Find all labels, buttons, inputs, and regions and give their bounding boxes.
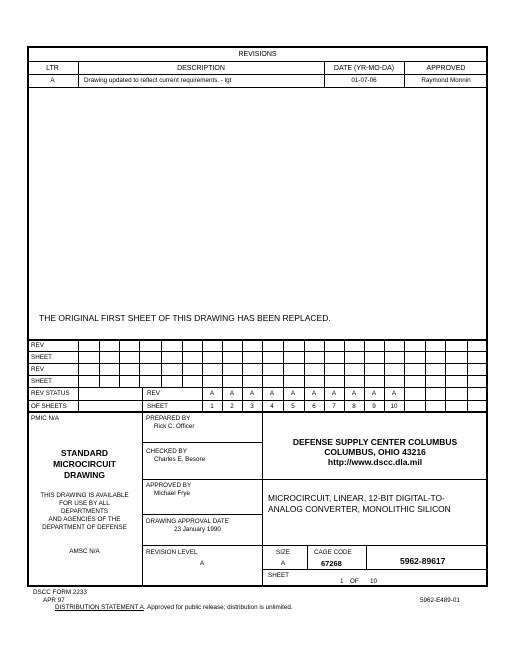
sheet-label: SHEET <box>268 572 289 579</box>
amsc-label: AMSC N/A <box>69 548 100 555</box>
approved-by-label: APPROVED BY <box>146 482 192 489</box>
cage-code-label: CAGE CODE <box>314 549 352 556</box>
standard-drawing-line: STANDARD <box>60 448 109 458</box>
availability-line: THIS DRAWING IS AVAILABLE <box>40 492 129 499</box>
availability-line: FOR USE BY ALL <box>59 500 110 507</box>
sheet-total: 10 <box>370 578 378 585</box>
checked-by-name: Charles E. Besore <box>154 456 206 463</box>
prepared-by-label: PREPARED BY <box>146 415 191 422</box>
rev-status-value: A <box>331 390 337 397</box>
form-number: DSCC FORM 2233 <box>33 589 87 596</box>
rev-status-label: REV STATUS <box>31 390 70 397</box>
prepared-by-name: Rick C. Officer <box>154 423 195 430</box>
revision-date-cell: 01-07-06 <box>351 77 377 84</box>
drawing-title-line: ANALOG CONVERTER, MONOLITHIC SILICON <box>268 504 451 514</box>
approval-date-label: DRAWING APPROVAL DATE <box>146 518 229 525</box>
standard-drawing-line: DRAWING <box>63 470 106 480</box>
distribution-text: . Approved for public release; distribution is unlimited. <box>143 604 293 611</box>
approval-date-value: 23 January 1990 <box>174 526 221 533</box>
drawing-number: 5962-89617 <box>400 556 446 566</box>
rev-status-value: A <box>249 390 255 397</box>
sheet-number-value: 2 <box>230 403 234 410</box>
sheet-row-label: SHEET <box>31 354 52 361</box>
cage-code-value: 67268 <box>321 559 342 568</box>
agency-url: http://www.dscc.dla.mil <box>327 457 423 467</box>
approved-by-name: Michael Frye <box>154 490 191 497</box>
revisions-header-description: DESCRIPTION <box>177 65 225 72</box>
status-sheet-label: SHEET <box>147 403 168 410</box>
sheet-number-value: 7 <box>332 403 336 410</box>
form-date: APR 97 <box>43 597 65 604</box>
sheet-number-value: 1 <box>210 403 214 410</box>
revision-approved-cell: Raymond Monnin <box>421 77 471 84</box>
sheet-number-value: 4 <box>270 403 274 410</box>
rev-status-value: A <box>209 390 215 397</box>
agency-name: DEFENSE SUPPLY CENTER COLUMBUS <box>292 437 458 447</box>
rev-row-label: REV <box>31 342 44 349</box>
revision-ltr-cell: A <box>50 77 55 84</box>
checked-by-label: CHECKED BY <box>146 448 187 455</box>
sheet-number-value: 9 <box>372 403 376 410</box>
revision-level-label: REVISION LEVEL <box>146 549 198 556</box>
rev-status-value: A <box>311 390 317 397</box>
sheet-number-value: 8 <box>352 403 356 410</box>
distribution-statement <box>55 605 293 611</box>
form-code: 5962-E489-01 <box>420 597 460 604</box>
rev-status-value: A <box>391 390 397 397</box>
pmic-label: PMIC N/A <box>31 415 59 422</box>
sheet-row-label: SHEET <box>31 378 52 385</box>
agency-city: COLUMBUS, OHIO 43216 <box>324 447 426 457</box>
sheet-number-value: 10 <box>390 403 398 410</box>
revisions-block <box>27 46 488 341</box>
availability-line: AND AGENCIES OF THE <box>48 516 121 523</box>
revision-description-cell: Drawing updated to reflect current requirements. - lgt <box>84 77 232 84</box>
sheet-number-value: 5 <box>291 403 295 410</box>
of-sheets-label: OF SHEETS <box>31 403 67 410</box>
sheet-number: 1 <box>340 578 344 585</box>
revisions-title: REVISIONS <box>238 51 277 58</box>
rev-status-value: A <box>269 390 275 397</box>
revision-level-value: A <box>199 560 205 567</box>
availability-line: DEPARTMENT OF DEFENSE <box>42 524 127 531</box>
availability-line: DEPARTMENTS <box>61 508 108 515</box>
rev-status-value: A <box>351 390 357 397</box>
status-rev-label: REV <box>147 390 160 397</box>
replaced-note: THE ORIGINAL FIRST SHEET OF THIS DRAWING HAS BEEN REPLACED. <box>39 313 331 323</box>
rev-status-value: A <box>371 390 377 397</box>
rev-row-label: REV <box>31 366 44 373</box>
rev-status-value: A <box>290 390 296 397</box>
rev-status-value: A <box>229 390 235 397</box>
revisions-header-ltr: LTR <box>46 65 59 72</box>
standard-drawing-line: MICROCIRCUIT <box>53 459 116 469</box>
sheet-number-value: 3 <box>250 403 254 410</box>
sheet-of-label: OF <box>350 578 359 585</box>
size-value: A <box>280 560 286 567</box>
sheet-number-value: 6 <box>312 403 316 410</box>
revisions-header-approved: APPROVED <box>426 65 466 72</box>
revisions-header-date: DATE (YR-MO-DA) <box>333 65 395 72</box>
drawing-title-line: MICROCIRCUIT, LINEAR, 12-BIT DIGITAL-TO- <box>268 493 445 503</box>
size-label: SIZE <box>276 549 290 556</box>
distribution-label: DISTRIBUTION STATEMENT A <box>55 604 144 611</box>
